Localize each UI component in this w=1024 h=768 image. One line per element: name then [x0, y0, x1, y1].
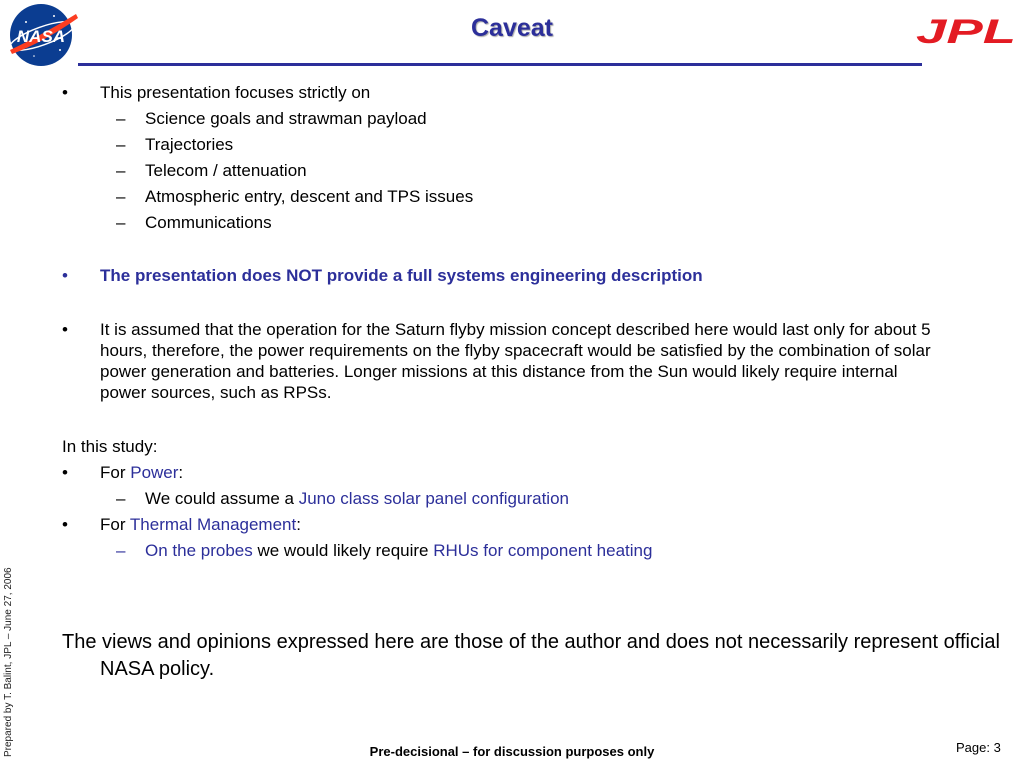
- slide-title: Caveat: [471, 14, 553, 42]
- bullet-glyph: •: [62, 266, 68, 285]
- power-label: Power: [130, 463, 179, 482]
- study-thermal-sub: [145, 540, 652, 561]
- juno-solar-panel-text: Juno class solar panel configuration: [298, 489, 569, 508]
- sub-dash: –: [116, 541, 126, 560]
- power-sub-prefix: We could assume a: [145, 489, 299, 508]
- study-heading: In this study:: [62, 437, 158, 456]
- jpl-logo-text: JPL: [916, 16, 1016, 46]
- sub-item-telecom: Telecom / attenuation: [145, 161, 307, 180]
- prepared-by-note: Prepared by T. Balint, JPL – June 27, 2006: [3, 567, 14, 757]
- bullet-no-systems-engineering: The presentation does NOT provide a full systems engineering description: [100, 266, 703, 285]
- bullet-glyph: •: [62, 83, 68, 102]
- thermal-label: Thermal Management: [129, 515, 297, 534]
- sub-dash: –: [116, 161, 126, 180]
- colon: :: [296, 515, 301, 534]
- study-power-sub: [145, 488, 569, 509]
- colon: :: [178, 463, 184, 482]
- sub-dash: –: [116, 213, 126, 232]
- study-thermal-item: [100, 514, 301, 535]
- sub-dash: –: [116, 135, 126, 154]
- study-power-item: [100, 462, 183, 483]
- sub-item-science: Science goals and strawman payload: [145, 109, 427, 128]
- thermal-sub-mid: we would likely require: [252, 541, 434, 560]
- nasa-logo-text: NASA: [16, 27, 66, 46]
- on-probes-text: On the probes: [145, 541, 253, 560]
- sub-dash: –: [116, 187, 126, 206]
- sub-item-trajectories: Trajectories: [145, 135, 234, 154]
- bullet-focus-text: This presentation focuses strictly on: [100, 83, 371, 102]
- bullet-power-assumption: It is assumed that the operation for the Saturn flyby mission concept described here would last only for about 5 hours, therefore, the power requirements on the flyby spacecraft would be satisfied by the combination of solar power generation and batteries. Longer missions at this distance from the Sun would likely require internal power sources, such as RPSs.: [100, 320, 931, 402]
- footer-predecisional: Pre-decisional – for discussion purposes only: [369, 744, 655, 759]
- sub-dash: –: [116, 489, 126, 508]
- sub-dash: –: [116, 109, 126, 128]
- sub-item-communications: Communications: [145, 213, 272, 232]
- page-number: Page: 3: [956, 740, 1001, 755]
- disclaimer-text: The views and opinions expressed here are those of the author and does not necessarily represent official NASA policy.: [62, 631, 1000, 680]
- bullet-glyph: •: [62, 463, 68, 482]
- bullet-glyph: •: [62, 515, 68, 534]
- rhu-heating-text: RHUs for component heating: [433, 541, 653, 560]
- bullet-glyph: •: [62, 320, 68, 339]
- for-label: For: [100, 463, 131, 482]
- sub-item-entry: Atmospheric entry, descent and TPS issues: [145, 187, 474, 206]
- for-label: For: [100, 515, 130, 534]
